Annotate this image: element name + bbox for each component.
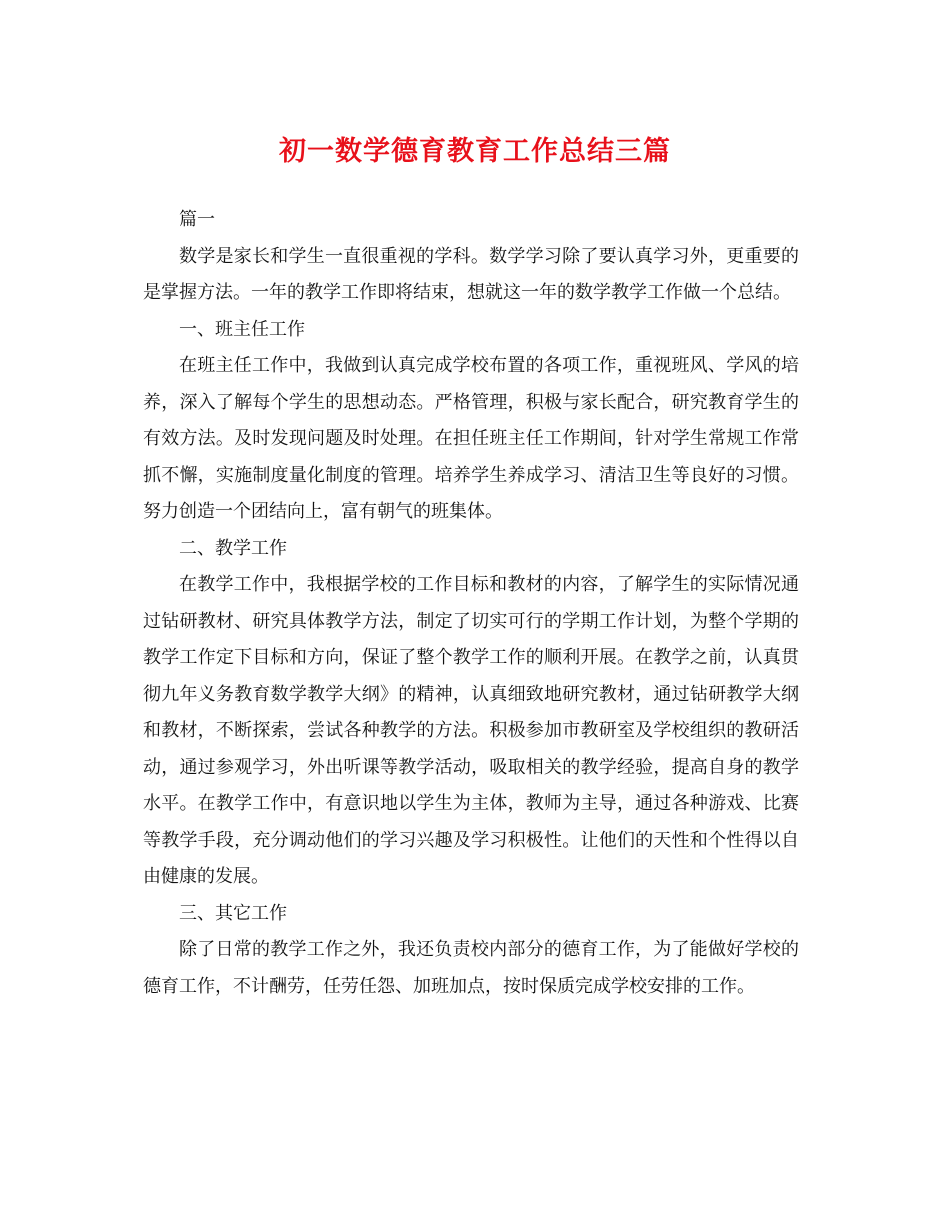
section-heading-part-one: 篇一 [179, 209, 215, 230]
section-heading-teaching: 二、教学工作 [179, 537, 287, 559]
intro-paragraph: 数学是家长和学生一直很重视的学科。数学学习除了要认真学习外，更重要的是掌握方法。一年的教学工作即将结束，想就这一年的数学教学工作做一个总结。 [143, 245, 799, 303]
other-work-paragraph: 除了日常的教学工作之外，我还负责校内部分的德育工作，为了能做好学校的德育工作，不计酬劳，任劳任怨、加班加点，按时保质完成学校安排的工作。 [143, 939, 799, 997]
document-body [143, 202, 799, 1005]
class-teacher-paragraph: 在班主任工作中，我做到认真完成学校布置的各项工作，重视班风、学风的培养，深入了解每个学生的思想动态。严格管理，积极与家长配合，研究教育学生的有效方法。及时发现问题及时处理。在担任班主任工作期间，针对学生常规工作常抓不懈，实施制度量化制度的管理。培养学生养成学习、清洁卫生等良好的习惯。努力创造一个团结向上，富有朝气的班集体。 [143, 355, 799, 522]
teaching-paragraph: 在教学工作中，我根据学校的工作目标和教材的内容，了解学生的实际情况通过钻研教材、研究具体教学方法，制定了切实可行的学期工作计划，为整个学期的教学工作定下目标和方向，保证了整个教学工作的顺利开展。在教学之前，认真贯彻九年义务教育数学教学大纲》的精神，认真细致地研究教材，通过钻研教学大纲和教材，不断探索，尝试各种教学的方法。积极参加市教研室及学校组织的教研活动，通过参观学习，外出听课等教学活动，吸取相关的教学经验，提高自身的教学水平。在教学工作中，有意识地以学生为主体，教师为主导，通过各种游戏、比赛等教学手段，充分调动他们的学习兴趣及学习积极性。让他们的天性和个性得以自由健康的发展。 [143, 574, 799, 887]
document-title: 初一数学德育教育工作总结三篇 [279, 136, 671, 167]
section-heading-other-work: 三、其它工作 [179, 902, 287, 924]
section-heading-class-teacher: 一、班主任工作 [179, 318, 305, 340]
